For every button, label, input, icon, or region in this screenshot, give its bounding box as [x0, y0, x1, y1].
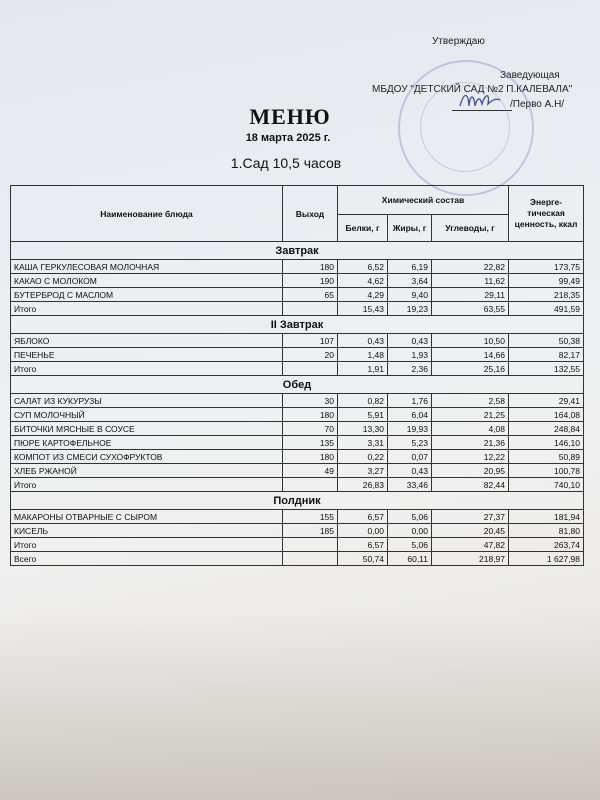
table-row	[11, 288, 584, 302]
approval-signer: /Перво А.Н/	[510, 99, 565, 110]
dish-carbs: 10,50	[432, 334, 509, 348]
dish-fat: 0,43	[388, 334, 432, 348]
total-fat: 2,36	[388, 362, 432, 376]
dish-output: 190	[283, 274, 338, 288]
section-row	[11, 242, 584, 260]
total-energy: 740,10	[509, 478, 584, 492]
dish-fat: 0,00	[388, 524, 432, 538]
approval-label: Утверждаю	[432, 36, 485, 47]
dish-fat: 5,06	[388, 510, 432, 524]
dish-carbs: 22,82	[432, 260, 509, 274]
page-title: МЕНЮ	[249, 104, 331, 129]
dish-energy: 82,17	[509, 348, 584, 362]
total-row	[11, 538, 584, 552]
dish-name: КИСЕЛЬ	[11, 524, 283, 538]
dish-name: КАКАО С МОЛОКОМ	[11, 274, 283, 288]
grand-total-fat: 60,11	[388, 552, 432, 566]
total-row	[11, 302, 584, 316]
dish-output: 180	[283, 408, 338, 422]
dish-protein: 3,31	[338, 436, 388, 450]
dish-carbs: 29,11	[432, 288, 509, 302]
total-protein: 15,43	[338, 302, 388, 316]
dish-output: 30	[283, 394, 338, 408]
dish-fat: 5,23	[388, 436, 432, 450]
dish-protein: 0,22	[338, 450, 388, 464]
total-output	[283, 538, 338, 552]
dish-fat: 0,07	[388, 450, 432, 464]
total-protein: 26,83	[338, 478, 388, 492]
dish-protein: 6,57	[338, 510, 388, 524]
header-energy: Энерге-тическая ценность, ккал	[509, 186, 584, 242]
dish-output: 70	[283, 422, 338, 436]
dish-energy: 29,41	[509, 394, 584, 408]
total-label: Итого	[11, 302, 283, 316]
dish-name: КАША ГЕРКУЛЕСОВАЯ МОЛОЧНАЯ	[11, 260, 283, 274]
header-carbs: Углеводы, г	[432, 215, 509, 242]
dish-output: 180	[283, 260, 338, 274]
dish-carbs: 12,22	[432, 450, 509, 464]
dish-name: СУП МОЛОЧНЫЙ	[11, 408, 283, 422]
dish-carbs: 14,66	[432, 348, 509, 362]
dish-fat: 6,19	[388, 260, 432, 274]
dish-carbs: 4,08	[432, 422, 509, 436]
total-protein: 6,57	[338, 538, 388, 552]
total-label: Итого	[11, 538, 283, 552]
total-label: Итого	[11, 362, 283, 376]
section-row	[11, 492, 584, 510]
total-output	[283, 362, 338, 376]
table-row	[11, 524, 584, 538]
table-row	[11, 408, 584, 422]
dish-carbs: 27,37	[432, 510, 509, 524]
dish-carbs: 20,95	[432, 464, 509, 478]
approval-organization: МБДОУ "ДЕТСКИЙ САД №2 П.КАЛЕВАЛА"	[372, 84, 573, 95]
table-row	[11, 394, 584, 408]
header-fat: Жиры, г	[388, 215, 432, 242]
photo-shadow	[0, 610, 600, 800]
dish-name: САЛАТ ИЗ КУКУРУЗЫ	[11, 394, 283, 408]
section-title: Завтрак	[11, 242, 584, 260]
section-title: Обед	[11, 376, 584, 394]
table-row	[11, 260, 584, 274]
dish-output: 135	[283, 436, 338, 450]
dish-protein: 13,30	[338, 422, 388, 436]
table-row	[11, 464, 584, 478]
table-row	[11, 274, 584, 288]
dish-energy: 50,38	[509, 334, 584, 348]
dish-protein: 6,52	[338, 260, 388, 274]
menu-table	[10, 185, 584, 566]
dish-fat: 0,43	[388, 464, 432, 478]
total-carbs: 47,82	[432, 538, 509, 552]
total-fat: 33,46	[388, 478, 432, 492]
section-row	[11, 316, 584, 334]
grand-total-carbs: 218,97	[432, 552, 509, 566]
total-label: Итого	[11, 478, 283, 492]
grand-total-output	[283, 552, 338, 566]
dish-name: МАКАРОНЫ ОТВАРНЫЕ С СЫРОМ	[11, 510, 283, 524]
dish-output: 49	[283, 464, 338, 478]
dish-protein: 0,00	[338, 524, 388, 538]
total-carbs: 25,16	[432, 362, 509, 376]
dish-output: 180	[283, 450, 338, 464]
dish-protein: 4,62	[338, 274, 388, 288]
dish-fat: 3,64	[388, 274, 432, 288]
group-label: 1.Сад 10,5 часов	[230, 155, 342, 171]
table-row	[11, 436, 584, 450]
dish-carbs: 11,62	[432, 274, 509, 288]
total-energy: 491,59	[509, 302, 584, 316]
total-fat: 19,23	[388, 302, 432, 316]
section-title: Полдник	[11, 492, 584, 510]
table-row	[11, 510, 584, 524]
header-output: Выход	[283, 186, 338, 242]
dish-name: ПЕЧЕНЬЕ	[11, 348, 283, 362]
dish-protein: 0,82	[338, 394, 388, 408]
dish-output: 65	[283, 288, 338, 302]
dish-name: КОМПОТ ИЗ СМЕСИ СУХОФРУКТОВ	[11, 450, 283, 464]
table-row	[11, 422, 584, 436]
dish-energy: 50,89	[509, 450, 584, 464]
table-row	[11, 348, 584, 362]
grand-total-row	[11, 552, 584, 566]
dish-energy: 146,10	[509, 436, 584, 450]
dish-energy: 218,35	[509, 288, 584, 302]
dish-fat: 1,76	[388, 394, 432, 408]
dish-carbs: 21,25	[432, 408, 509, 422]
total-output	[283, 302, 338, 316]
table-row	[11, 334, 584, 348]
table-row	[11, 450, 584, 464]
total-carbs: 82,44	[432, 478, 509, 492]
total-energy: 132,55	[509, 362, 584, 376]
grand-total-energy: 1 627,98	[509, 552, 584, 566]
dish-protein: 0,43	[338, 334, 388, 348]
dish-name: БУТЕРБРОД С МАСЛОМ	[11, 288, 283, 302]
grand-total-protein: 50,74	[338, 552, 388, 566]
dish-carbs: 2,58	[432, 394, 509, 408]
header-chem-composition: Химический состав	[338, 186, 509, 215]
total-row	[11, 478, 584, 492]
dish-energy: 99,49	[509, 274, 584, 288]
dish-carbs: 20,45	[432, 524, 509, 538]
dish-protein: 1,48	[338, 348, 388, 362]
total-row	[11, 362, 584, 376]
dish-protein: 5,91	[338, 408, 388, 422]
approval-position: Заведующая	[500, 70, 560, 81]
grand-total-label: Всего	[11, 552, 283, 566]
dish-output: 155	[283, 510, 338, 524]
menu-date: 18 марта 2025 г.	[245, 132, 331, 144]
dish-fat: 1,93	[388, 348, 432, 362]
header-dish: Наименование блюда	[11, 186, 283, 242]
dish-carbs: 21,36	[432, 436, 509, 450]
dish-output: 185	[283, 524, 338, 538]
dish-output: 20	[283, 348, 338, 362]
dish-output: 107	[283, 334, 338, 348]
section-title: II Завтрак	[11, 316, 584, 334]
dish-fat: 19,93	[388, 422, 432, 436]
dish-name: БИТОЧКИ МЯСНЫЕ В СОУСЕ	[11, 422, 283, 436]
dish-protein: 3,27	[338, 464, 388, 478]
total-output	[283, 478, 338, 492]
dish-energy: 164,08	[509, 408, 584, 422]
dish-energy: 100,78	[509, 464, 584, 478]
dish-name: ХЛЕБ РЖАНОЙ	[11, 464, 283, 478]
dish-fat: 6,04	[388, 408, 432, 422]
total-fat: 5,06	[388, 538, 432, 552]
total-protein: 1,91	[338, 362, 388, 376]
dish-name: ЯБЛОКО	[11, 334, 283, 348]
dish-energy: 81,80	[509, 524, 584, 538]
dish-energy: 173,75	[509, 260, 584, 274]
header-protein: Белки, г	[338, 215, 388, 242]
section-row	[11, 376, 584, 394]
dish-energy: 181,94	[509, 510, 584, 524]
total-energy: 263,74	[509, 538, 584, 552]
dish-protein: 4,29	[338, 288, 388, 302]
total-carbs: 63,55	[432, 302, 509, 316]
dish-fat: 9,40	[388, 288, 432, 302]
dish-energy: 248,84	[509, 422, 584, 436]
dish-name: ПЮРЕ КАРТОФЕЛЬНОЕ	[11, 436, 283, 450]
